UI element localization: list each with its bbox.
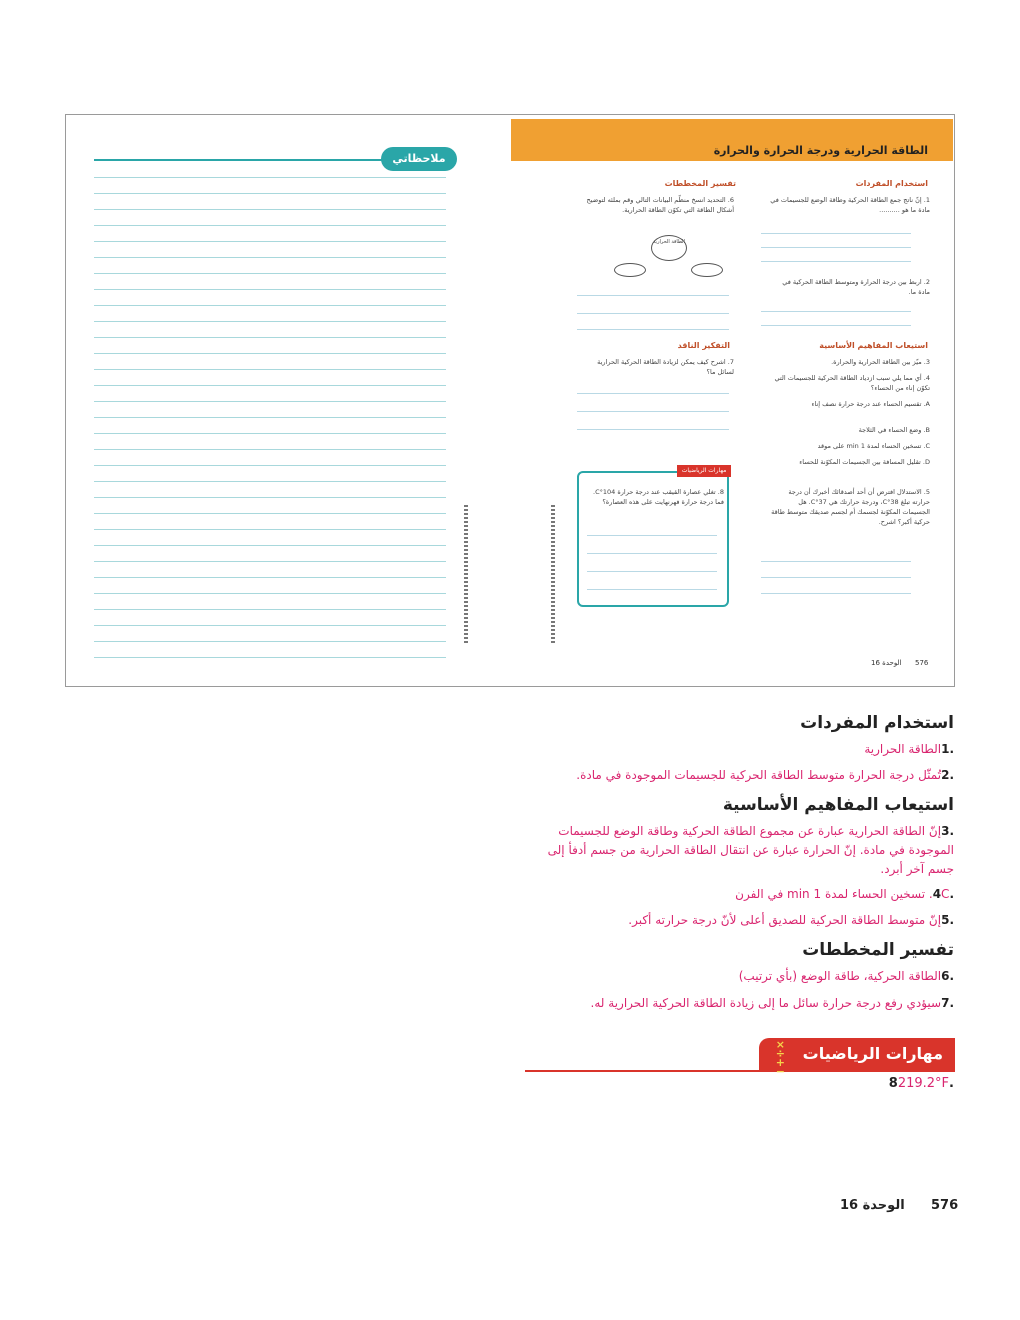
answer-6: .6الطاقة الحركية، طاقة الوضع (بأي ترتيب) (738, 969, 954, 983)
notes-badge: ملاحظاتي (381, 147, 457, 171)
organizer-right (691, 263, 723, 277)
answer-4: .4C. تسخين الحساء لمدة 1 min في الفرن (735, 887, 954, 901)
answer-7: .7سيؤدي رفع درجة حرارة سائل ما إلى زيادة الطاقة الحركية الحرارية له. (590, 996, 954, 1010)
question-2: 2. اربط بين درجة الحرارة ومتوسط الطاقة الحركية في مادة ما. (782, 278, 930, 296)
vocab-section-title: استخدام المفردات (855, 179, 928, 188)
lesson-title: الطاقة الحرارية ودرجة الحرارة والحرارة (713, 144, 928, 157)
question-4-option-c: C. تسخين الحساء لمدة 1 min على موقد (817, 442, 930, 450)
answer-3: .3إنّ الطاقة الحرارية عبارة عن مجموع الطاقة الحركية وطاقة الوضع للجسيمات الموجودة في مادة. إنّ الحرارة عبارة عن انتقال الطاقة الحرارية من جسم أدفأ إلى جسم آخر أبرد. (547, 824, 954, 876)
note-lines (94, 177, 446, 673)
question-1: 1. إنّ ناتج جمع الطاقة الحركية وطاقة الوضع للجسيمات في مادة ما هو .......... (770, 196, 930, 214)
footer-page-number: 576 (931, 1198, 959, 1213)
notes-page (66, 115, 511, 686)
thumb-page-number: 576 (915, 659, 929, 667)
math-banner-line (525, 1070, 955, 1072)
copyright-vertical-text (464, 505, 468, 645)
copyright-vertical-text-2 (551, 505, 555, 645)
footer-unit: الوحدة 16 (840, 1198, 905, 1213)
question-8: 8. تغلي عصارة القيقب عند درجة حرارة 104°C. فما درجة حرارة فهرنهايت على هذه العصارة؟ (593, 488, 724, 506)
graphics-heading: تفسير المخططات (802, 940, 954, 960)
question-4-option-a: A. تقسيم الحساء عند درجة حرارة نصف إناء (811, 400, 930, 408)
question-7: 7. اشرح كيف يمكن لزيادة الطاقة الحركية الحرارية لسائل ما؟ (597, 358, 734, 376)
question-5: 5. الاستدلال افترض أن أحد أصدقائك أخبرك أن درجة حرارته تبلغ 38°C، ودرجة حرارتك هي 37°C. هل الجسيمات المكوّنة لجسمك أم لجسم صديقك متوسط طاقة حركية أكبر؟ اشرح. (771, 488, 930, 526)
concepts-heading: استيعاب المفاهيم الأساسية (722, 795, 954, 815)
answer-8: .8219.2°F (888, 1076, 954, 1091)
graphics-section-title: تفسير المخططات (664, 179, 736, 188)
math-banner-tab (759, 1038, 955, 1078)
math-skills-banner (525, 1038, 955, 1078)
math-skills-tag: مهارات الرياضيات (677, 465, 731, 477)
question-3: 3. ميّز بين الطاقة الحرارية والحرارة. (831, 358, 930, 366)
vocab-heading: استخدام المفردات (800, 713, 954, 733)
answer-2: .2تُمثّل درجة الحرارة متوسط الطاقة الحركية للجسيمات الموجودة في مادة. (576, 768, 954, 782)
questions-page (511, 115, 955, 686)
concepts-section-title: استيعاب المفاهيم الأساسية (819, 341, 928, 350)
question-4-option-b: B. وضع الحساء في الثلاجة (858, 426, 930, 434)
question-6: 6. التحديد انسخ منظّم البيانات التالي وقم بملئه لتوضيح أشكال الطاقة التي تكوّن الطاقة الحرارية. (586, 196, 734, 214)
answer-5: .5إنّ متوسط الطاقة الحركية للصديق أعلى لأنّ درجة حرارته أكبر. (628, 913, 954, 927)
thumb-unit-label: الوحدة 16 (871, 659, 902, 667)
organizer-left (614, 263, 646, 277)
question-4: 4. أي مما يلي سبب ازدياد الطاقة الحركية للجسيمات التي تكوّن إناء من الحساء؟ (774, 374, 930, 392)
workbook-page-thumbnail (65, 114, 955, 687)
math-banner-label: مهارات الرياضيات (802, 1044, 943, 1063)
question-4-option-d: D. تقليل المسافة بين الجسيمات المكوّنة للحساء (799, 458, 930, 466)
answer-1: .1الطاقة الحرارية (864, 742, 954, 756)
math-operations-icon: × ÷ + − (775, 1038, 785, 1078)
organizer-center-label: الطاقة الحرارية (653, 239, 685, 245)
critical-section-title: التفكير الناقد (677, 341, 730, 350)
